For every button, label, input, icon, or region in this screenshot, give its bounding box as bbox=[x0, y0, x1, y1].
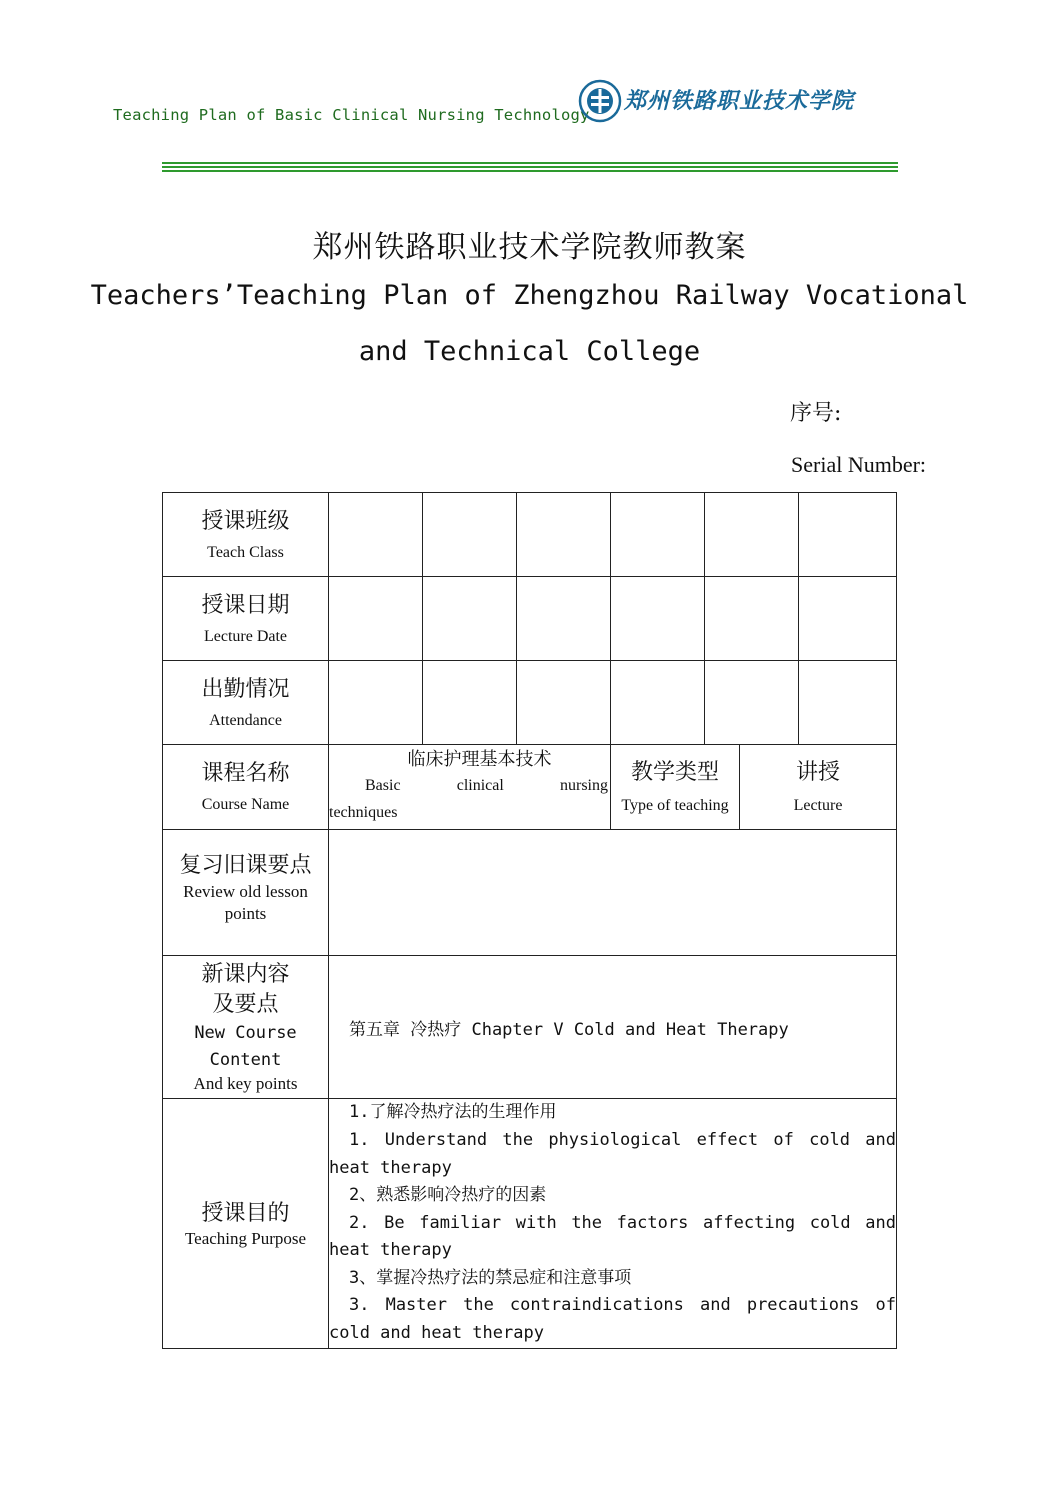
new-course-label-cn-line1: 新课内容 bbox=[201, 962, 290, 987]
purpose-item-2-cn: 2、熟悉影响冷热疗的因素 bbox=[349, 1185, 547, 1206]
new-course-content: 第五章 冷热疗 Chapter V Cold and Heat Therapy bbox=[349, 1019, 789, 1040]
lecture-date-label-cn: 授课日期 bbox=[201, 592, 290, 618]
review-content-cell[interactable] bbox=[329, 830, 897, 956]
course-name-value-en-line2: techniques bbox=[329, 804, 398, 821]
lecture-date-cell[interactable] bbox=[329, 577, 423, 661]
review-label-cn: 复习旧课要点 bbox=[179, 852, 312, 878]
attendance-row bbox=[163, 661, 897, 745]
teach-class-label-en: Teach Class bbox=[207, 543, 284, 561]
attendance-label-cn: 出勤情况 bbox=[201, 676, 290, 702]
attendance-label bbox=[163, 661, 329, 745]
lecture-date-label-en: Lecture Date bbox=[203, 627, 288, 645]
review-label bbox=[163, 830, 329, 956]
lecture-date-cell[interactable] bbox=[705, 577, 799, 661]
teaching-purpose-label-en: Teaching Purpose bbox=[184, 1228, 307, 1248]
review-label-en-line2: points bbox=[224, 903, 267, 923]
type-of-teaching-label-cn: 教学类型 bbox=[630, 760, 719, 785]
course-name-label-en: Course Name bbox=[201, 796, 290, 813]
purpose-item-3-cn: 3、掌握冷热疗法的禁忌症和注意事项 bbox=[349, 1267, 632, 1288]
course-name-value-cn: 临床护理基本技术 bbox=[407, 749, 552, 770]
attendance-cell[interactable] bbox=[423, 661, 517, 745]
purpose-item-2-en: 2. Be familiar with the factors affecting cold and heat therapy bbox=[329, 1212, 896, 1261]
teach-class-cell[interactable] bbox=[517, 493, 611, 577]
purpose-item-1-cn: 1.了解冷热疗法的生理作用 bbox=[349, 1102, 557, 1123]
running-header-title: Teaching Plan of Basic Clinical Nursing Technology bbox=[113, 106, 590, 124]
new-course-label-en-line2: Content bbox=[209, 1050, 282, 1070]
attendance-cell[interactable] bbox=[611, 661, 705, 745]
type-of-teaching-label bbox=[611, 745, 740, 829]
type-of-teaching-label-en: Type of teaching bbox=[621, 797, 729, 814]
new-course-label-en-line1: New Course bbox=[194, 1023, 297, 1043]
lecture-date-cell[interactable] bbox=[423, 577, 517, 661]
new-course-row bbox=[163, 956, 897, 1099]
attendance-cell[interactable] bbox=[799, 661, 897, 745]
serial-number-label-cn: 序号: bbox=[790, 401, 842, 426]
teach-class-cell[interactable] bbox=[329, 493, 423, 577]
new-course-label-cn-line2: 及要点 bbox=[212, 992, 279, 1017]
review-row bbox=[163, 830, 897, 956]
type-of-teaching-cell bbox=[611, 745, 897, 830]
course-name-label bbox=[163, 745, 329, 830]
course-name-value-en-line1 bbox=[329, 773, 610, 799]
course-name-value[interactable] bbox=[329, 745, 611, 830]
document-title-cn: 郑州铁路职业技术学院教师教案 bbox=[312, 230, 747, 265]
lecture-date-row bbox=[163, 577, 897, 661]
teaching-purpose-row bbox=[163, 1099, 897, 1349]
teaching-plan-table bbox=[162, 492, 897, 1349]
type-of-teaching-value-cn: 讲授 bbox=[795, 760, 840, 785]
college-logo bbox=[578, 78, 855, 124]
course-word-clinical: clinical bbox=[456, 777, 504, 794]
attendance-label-en: Attendance bbox=[209, 711, 282, 729]
new-course-content-cell[interactable] bbox=[329, 956, 897, 1099]
header-rule-top bbox=[162, 162, 898, 164]
attendance-cell[interactable] bbox=[517, 661, 611, 745]
teach-class-cell[interactable] bbox=[611, 493, 705, 577]
teach-class-cell[interactable] bbox=[705, 493, 799, 577]
course-word-basic: Basic bbox=[365, 777, 401, 794]
document-title-en-line2: and Technical College bbox=[358, 336, 701, 367]
teach-class-cell[interactable] bbox=[799, 493, 897, 577]
header-rule-bottom bbox=[162, 170, 898, 172]
new-course-label-en-line3: And key points bbox=[193, 1074, 298, 1093]
new-course-label bbox=[163, 956, 329, 1099]
teach-class-label bbox=[163, 493, 329, 577]
attendance-cell[interactable] bbox=[329, 661, 423, 745]
lecture-date-label bbox=[163, 577, 329, 661]
course-name-row bbox=[163, 745, 897, 830]
teaching-purpose-content[interactable] bbox=[329, 1099, 897, 1349]
teach-class-row bbox=[163, 493, 897, 577]
attendance-cell[interactable] bbox=[705, 661, 799, 745]
purpose-item-3-en: 3. Master the contraindications and precautions of cold and heat therapy bbox=[329, 1295, 896, 1344]
teach-class-cell[interactable] bbox=[423, 493, 517, 577]
teaching-purpose-label bbox=[163, 1099, 329, 1349]
document-title-en-line1: Teachers’Teaching Plan of Zhengzhou Railway Vocational bbox=[90, 280, 969, 311]
college-logo-text: 郑州铁路职业技术学院 bbox=[624, 88, 855, 114]
course-word-nursing: nursing bbox=[559, 777, 608, 794]
college-seal-icon bbox=[578, 79, 622, 123]
type-of-teaching-value-en: Lecture bbox=[793, 797, 843, 814]
purpose-item-1-en: 1. Understand the physiological effect of cold and heat therapy bbox=[329, 1129, 896, 1178]
lecture-date-cell[interactable] bbox=[517, 577, 611, 661]
serial-number-label-en: Serial Number: bbox=[791, 452, 927, 477]
course-name-label-cn: 课程名称 bbox=[201, 761, 290, 786]
teach-class-label-cn: 授课班级 bbox=[201, 508, 290, 534]
lecture-date-cell[interactable] bbox=[611, 577, 705, 661]
teaching-purpose-label-cn: 授课目的 bbox=[201, 1200, 290, 1226]
lecture-date-cell[interactable] bbox=[799, 577, 897, 661]
type-of-teaching-value[interactable] bbox=[740, 745, 896, 829]
review-label-en-line1: Review old lesson bbox=[183, 881, 308, 901]
header-rule-middle bbox=[162, 166, 898, 168]
